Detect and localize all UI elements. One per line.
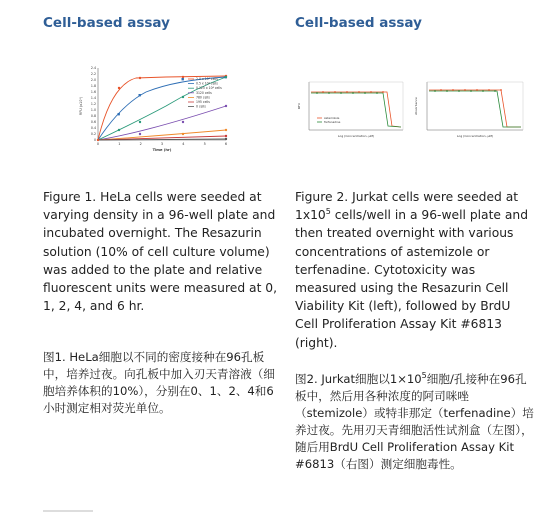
data-point	[434, 90, 436, 92]
x-tick-label: 4	[182, 142, 185, 146]
x-tick-label: 0	[96, 142, 100, 146]
data-point	[225, 76, 227, 78]
legend-astemizole: Astemizole	[324, 116, 340, 120]
data-point	[139, 77, 141, 79]
caption-text: cells/well in a 96-well plate and then treated overnight with various concentrations of astemizole or terfenadine. Cytotoxicity was measured using the Resazurin Cell Viability Kit (left), followed by BrdU Cell Proliferation Assay Kit #6813 (right).	[295, 208, 529, 350]
data-point	[139, 133, 141, 135]
legend-entry: 780 cells	[196, 95, 210, 100]
data-point	[118, 113, 120, 115]
data-point	[476, 89, 478, 91]
x-tick-label: 6	[224, 142, 228, 146]
caption-superscript: 5	[421, 371, 427, 380]
y-tick-label: 0	[93, 138, 96, 142]
data-point	[322, 91, 324, 93]
x-tick-label: 1	[118, 142, 121, 146]
series-line	[98, 130, 226, 140]
resazurin-panel	[297, 82, 403, 138]
data-point	[328, 92, 330, 94]
y-tick-label: 1.4	[90, 96, 96, 100]
left-chart-xlabel: Time (hr)	[152, 148, 172, 152]
data-point	[225, 129, 227, 131]
data-point	[464, 89, 466, 91]
left-chart-ylabel: RFU (x10³)	[79, 96, 83, 116]
y-tick-label: 0.6	[90, 120, 96, 124]
data-point	[182, 96, 184, 98]
caption-text: Figure 2. Jurkat cells were seeded at 1x10	[295, 190, 519, 223]
data-point	[470, 90, 472, 92]
data-point	[182, 121, 184, 123]
y-tick-label: 0.4	[90, 126, 96, 130]
y-tick-label: 2.4	[90, 66, 96, 70]
right-heading: Cell-based assay	[295, 15, 422, 31]
data-point	[139, 94, 141, 96]
caption-text: 细胞/孔接种在96孔板中，然后用各种浓度的阿司咪唑（stemizole）或特非那定（terfenadine）培养过夜。先用刃天青细胞活性试剂盒（左图），随后用BrdU Cell Proliferation Assay Kit #6813（右图）测定细胞毒性。	[295, 372, 534, 471]
legend-entry: 2.0 x 10⁴ cells	[196, 77, 218, 81]
right-chart1-ylabel: RFU	[297, 102, 301, 110]
brdu-panel	[414, 82, 523, 138]
data-point	[458, 90, 460, 92]
legend-entry: 0.125 x 10⁴ cells	[196, 86, 222, 91]
data-point	[370, 91, 372, 93]
figure-2-caption-chinese	[295, 371, 535, 473]
data-point	[382, 91, 384, 93]
data-point	[352, 92, 354, 94]
data-point	[97, 139, 99, 141]
y-tick-label: 1.8	[90, 84, 96, 88]
jurkat-cytotoxicity-charts	[295, 78, 535, 140]
data-point	[346, 91, 348, 93]
y-tick-label: 2.2	[90, 72, 96, 76]
caption-superscript: 5	[325, 207, 331, 217]
x-tick-label: 5	[203, 142, 206, 146]
right-chart1-xlabel: Log (Concentration, μM)	[337, 134, 375, 138]
legend-entry: 0 cells	[196, 104, 206, 109]
figure-1-caption-chinese: 图1. HeLa细胞以不同的密度接种在96孔板中，培养过夜。向孔板中加入刃天青溶液（细胞培养体积的10%），分别在0、1、2、4和6小时测定相对荧光单位。	[43, 350, 275, 415]
right-chart2-ylabel: Absorbance	[414, 97, 418, 115]
series-line	[429, 90, 521, 127]
data-point	[488, 89, 490, 91]
data-point	[182, 76, 184, 78]
data-point	[340, 92, 342, 94]
right-chart2-xlabel: Log (Concentration, μM)	[456, 134, 494, 138]
data-point	[182, 78, 184, 80]
figure-1-caption: Figure 1. HeLa cells were seeded at varying density in a 96-well plate and incubated overnight. The Resazurin solution (10% of cell culture volume) was added to the plate and relative fluorescent units were measured at 0, 1, 2, 4, and 6 hr.	[43, 190, 278, 314]
legend-entry: 195 cells	[196, 100, 210, 104]
y-tick-label: 0.2	[90, 132, 96, 136]
data-point	[334, 91, 336, 93]
data-point	[118, 87, 120, 89]
x-tick-label: 2	[139, 142, 142, 146]
legend-terfenadine: Terfenadine	[324, 120, 341, 124]
data-point	[452, 89, 454, 91]
y-tick-label: 1.0	[90, 108, 96, 112]
data-point	[482, 90, 484, 92]
left-heading: Cell-based assay	[43, 15, 170, 31]
hela-fluorescence-chart	[76, 60, 236, 160]
data-point	[494, 90, 496, 92]
data-point	[500, 89, 502, 91]
series-line	[429, 91, 521, 127]
y-tick-label: 1.6	[90, 90, 96, 94]
data-point	[139, 121, 141, 123]
figure-2-caption	[295, 188, 535, 352]
data-point	[225, 138, 227, 140]
caption-text: 图2. Jurkat细胞以1×10	[295, 372, 422, 386]
data-point	[316, 92, 318, 94]
data-point	[182, 133, 184, 135]
data-point	[440, 89, 442, 91]
data-point	[358, 91, 360, 93]
data-point	[225, 105, 227, 107]
data-point	[446, 90, 448, 92]
y-tick-label: 2.0	[90, 78, 96, 82]
legend-entry: 3120 cells	[196, 90, 212, 95]
data-point	[376, 92, 378, 94]
y-tick-label: 0.8	[90, 114, 96, 118]
legend-entry: 0.5 x 10⁴ cells	[196, 81, 218, 86]
data-point	[364, 92, 366, 94]
y-tick-label: 1.2	[90, 102, 96, 106]
divider	[43, 510, 93, 512]
x-tick-label: 3	[160, 142, 164, 146]
data-point	[118, 129, 120, 131]
data-point	[225, 135, 227, 137]
